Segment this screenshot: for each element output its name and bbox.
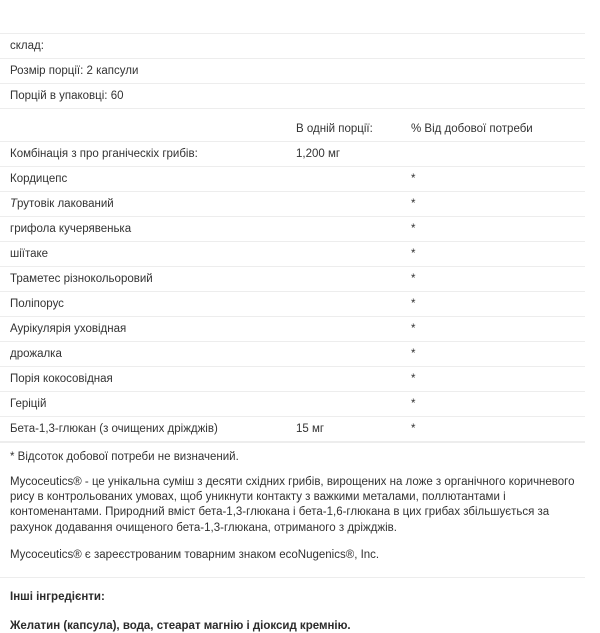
ingredient-daily-value	[408, 142, 585, 167]
serving-size-text: Розмір порції: 2 капсули	[0, 59, 585, 84]
supplement-facts-table-body	[0, 34, 585, 142]
ingredient-name: Бета-1,3-глюкан (з очищених дріжджів)	[0, 417, 293, 442]
ingredient-amount	[293, 167, 408, 192]
product-description: Mycoceutics® - це унікальна суміш з десяти східних грибів, вирощених на ложе з органічного коричневого рису в контрольованих умовах, щоб уникнути контакту з важкими металами, поллютантами і контоменантами. Природний вміст бета-1,3-глюкана і бета-1,6-глюкана в цих грибах збільшується за рахунок додавання очищеного бета-1,3-глюкана, отриманого з дріжджів.	[10, 476, 575, 534]
ingredient-daily-value: *	[408, 192, 585, 217]
ingredient-daily-value: *	[408, 367, 585, 392]
table-header-row	[0, 117, 585, 142]
gap-cell-dv	[408, 109, 585, 118]
table-row	[0, 392, 585, 417]
ingredient-name: Кордицепс	[0, 167, 293, 192]
ingredient-name: грифола кучерявенька	[0, 217, 293, 242]
table-row-supplement-facts-title	[0, 34, 585, 59]
table-row	[0, 417, 585, 442]
table-row	[0, 192, 585, 217]
ingredient-name	[0, 192, 293, 217]
table-section-gap	[0, 109, 585, 118]
ingredient-daily-value: *	[408, 242, 585, 267]
ingredient-name: Поліпорус	[0, 292, 293, 317]
ingredient-daily-value: *	[408, 392, 585, 417]
ingredient-amount	[293, 267, 408, 292]
table-row	[0, 217, 585, 242]
daily-value-footnote: * Відсоток добової потреби не визначений.	[0, 442, 585, 464]
column-header-percent-daily-value: % Від добової потреби	[411, 123, 533, 135]
ingredient-daily-value: *	[408, 317, 585, 342]
table-row-servings-per-container	[0, 84, 585, 109]
ingredient-amount	[293, 317, 408, 342]
table-row	[0, 267, 585, 292]
other-ingredients-body: Желатин (капсула), вода, стеарат магнію і діоксид кремнію.	[10, 620, 351, 633]
table-row	[0, 292, 585, 317]
ingredient-amount: 1,200 мг	[293, 142, 408, 167]
ingredient-amount	[293, 292, 408, 317]
ingredient-daily-value: *	[408, 217, 585, 242]
column-header-amount-per-serving: В одній порції:	[296, 123, 373, 135]
ingredient-amount	[293, 392, 408, 417]
section-divider	[0, 577, 585, 578]
servings-per-container-text: Порцій в упаковці: 60	[0, 84, 585, 109]
ingredient-amount: 15 мг	[293, 417, 408, 442]
table-row	[0, 342, 585, 367]
ingredient-name: дрожалка	[0, 342, 293, 367]
ingredient-name: Траметес різнокольоровий	[0, 267, 293, 292]
ingredient-name-italic-lead: Т	[10, 198, 18, 210]
ingredient-name: Геріцій	[0, 392, 293, 417]
ingredient-amount	[293, 217, 408, 242]
ingredient-amount	[293, 367, 408, 392]
ingredient-amount	[293, 242, 408, 267]
ingredient-name: Аурікулярія уховідная	[0, 317, 293, 342]
table-row	[0, 242, 585, 267]
ingredient-daily-value: *	[408, 292, 585, 317]
table-row-serving-size	[0, 59, 585, 84]
ingredient-name: Комбінація з про рганіческіх грибів:	[0, 142, 293, 167]
ingredient-amount	[293, 342, 408, 367]
ingredient-name: шіїтаке	[0, 242, 293, 267]
table-row	[0, 367, 585, 392]
ingredient-name: Порія кокосовідная	[0, 367, 293, 392]
table-row	[0, 142, 585, 167]
ingredient-amount	[293, 192, 408, 217]
top-spacer	[0, 0, 600, 33]
supplement-facts-table	[0, 33, 585, 442]
table-row	[0, 317, 585, 342]
ingredient-rows-body	[0, 142, 585, 442]
column-header-name	[0, 117, 293, 142]
ingredient-daily-value: *	[408, 417, 585, 442]
table-row	[0, 167, 585, 192]
supplement-facts-title: склад:	[0, 34, 585, 59]
ingredient-daily-value: *	[408, 167, 585, 192]
other-ingredients-heading: Інші інгредієнти:	[10, 591, 105, 604]
gap-cell-name	[0, 109, 293, 118]
ingredient-daily-value: *	[408, 267, 585, 292]
ingredient-daily-value: *	[408, 342, 585, 367]
trademark-note: Mycoceutics® є зареєстрованим товарним знаком ecoNugenics®, Inc.	[10, 548, 380, 561]
gap-cell-amount	[293, 109, 408, 118]
ingredient-name-rest: рутовік лакований	[17, 198, 114, 210]
